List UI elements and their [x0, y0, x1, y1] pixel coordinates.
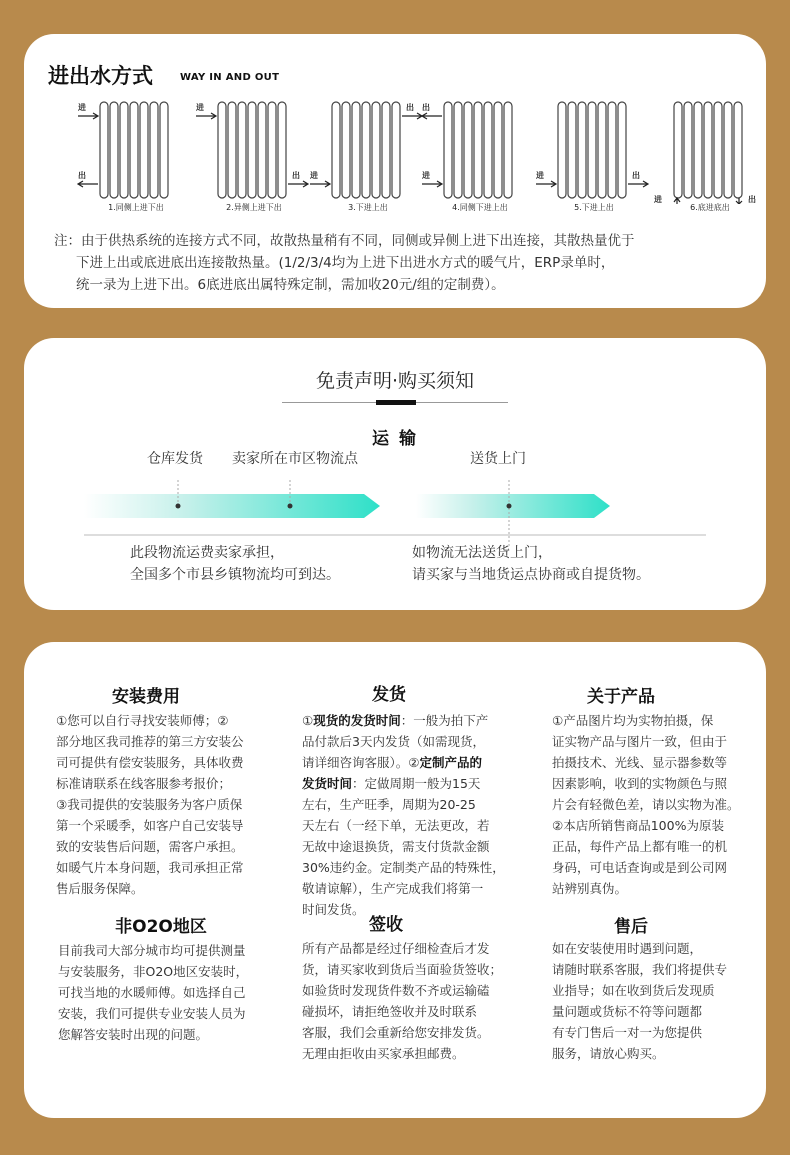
second-leg-arrow	[416, 494, 610, 518]
outlet-label: 出	[406, 103, 414, 112]
outlet-arrow	[422, 113, 442, 119]
city-point-label: 卖家所在市区物流点	[232, 451, 358, 467]
inlet-arrow	[196, 113, 216, 119]
outlet-label: 出	[748, 195, 756, 204]
about-product-line: 正品，每件产品上都有唯一的机	[552, 839, 728, 854]
inlet-label: 进	[536, 171, 544, 180]
radiator-icon	[76, 94, 196, 204]
non-o2o-line: 您解答安装时出现的问题。	[58, 1027, 209, 1042]
shipping-line: 请详细咨询客服）。②定制产品的	[302, 755, 482, 770]
radiator-diagram	[194, 94, 314, 219]
water-mode-card	[24, 34, 766, 308]
inlet-label: 进	[422, 171, 430, 180]
radiator-icon	[534, 94, 654, 204]
after-sales-line: 如在安装使用时遇到问题，	[552, 941, 703, 956]
radiator-caption: 5.下进上出	[574, 203, 614, 212]
radiator-caption: 4.同侧下进上出	[452, 203, 508, 212]
install-fee-line: 第一个采暖季，如客户自己安装导	[56, 818, 244, 833]
install-fee-line: ①您可以自行寻找安装师傅；②	[56, 713, 229, 728]
water-mode-subtitle: WAY IN AND OUT	[180, 72, 280, 83]
outlet-arrow	[288, 181, 308, 187]
door-delivery-label: 送货上门	[470, 451, 526, 467]
outlet-arrow	[78, 181, 98, 187]
radiator-caption: 6.底进底出	[690, 203, 730, 212]
non-o2o-line: 安装，我们可提供专业安装人员为	[58, 1006, 246, 1021]
about-product-line: 身码，可电话查询或是到公司网	[552, 860, 728, 875]
after-sales-line: 请随时联系客服，我们将提供专	[552, 962, 728, 977]
transport-title: 运 输	[372, 429, 418, 449]
note-line: 下进上出或底进底出连接散热量。(1/2/3/4均为上进下出进水方式的暖气片，ERP录单时，	[76, 255, 615, 271]
non-o2o-line: 可找当地的水暖师傅。如选择自己	[58, 985, 246, 1000]
radiator-icon	[420, 94, 540, 204]
shipping-body	[302, 710, 514, 920]
non-o2o-line: 与安装服务，非O2O地区安装时，	[58, 964, 249, 979]
non-o2o-title: 非O2O地区	[115, 917, 207, 937]
desc-line: 如物流无法送货上门，	[412, 545, 552, 561]
install-fee-line: 致的安装售后问题，需客户承担。	[56, 839, 244, 854]
outlet-arrow	[628, 181, 648, 187]
desc-line: 全国多个市县乡镇物流均可到达。	[130, 567, 340, 583]
about-product-line: 因素影响，收到的实物颜色与照	[552, 776, 728, 791]
after-sales-line: 业指导；如在收到货后发现质	[552, 983, 715, 998]
install-fee-line: 售后服务保障。	[56, 881, 144, 896]
shipping-line: 时间发货。	[302, 902, 365, 917]
city-point-dot	[288, 504, 293, 509]
logistics-flow-diagram	[24, 438, 766, 548]
sign-for-title: 签收	[369, 915, 403, 935]
sign-for-line: 客服，我们会重新给您安排发货。	[302, 1025, 490, 1040]
radiator-caption: 3.下进上出	[348, 203, 388, 212]
non-o2o-line: 目前我司大部分城市均可提供测量	[58, 943, 246, 958]
warehouse-label: 仓库发货	[147, 451, 203, 467]
shipping-line: 无故中途退换货，需支付货款金额	[302, 839, 490, 854]
sign-for-line: 所有产品都是经过仔细检查后才发	[302, 941, 490, 956]
radiator-diagram	[650, 94, 770, 219]
note-line: 注：由于供热系统的连接方式不同，故散热量稍有不同，同侧或异侧上进下出连接，其散热量优于	[54, 233, 635, 249]
outlet-label: 出	[422, 103, 430, 112]
disclaimer-heading: 免责声明·购买须知	[315, 370, 475, 392]
heading-divider-accent	[376, 400, 416, 405]
first-leg-arrow	[84, 494, 380, 518]
desc-line: 此段物流运费卖家承担，	[130, 545, 284, 561]
install-fee-line: 部分地区我司推荐的第三方安装公	[56, 734, 244, 749]
sign-for-line: 无理由拒收由买家承担邮费。	[302, 1046, 465, 1061]
shipping-line: 发货时间：定做周期一般为15天	[302, 776, 481, 791]
inlet-arrow	[536, 181, 556, 187]
radiator-icon	[194, 94, 314, 204]
about-product-title: 关于产品	[587, 687, 655, 707]
outlet-label: 出	[292, 171, 300, 180]
inlet-arrow	[78, 113, 98, 119]
shipping-line: 30%违约金。定制类产品的特殊性，	[302, 860, 505, 875]
after-sales-line: 量问题或货标不符等问题都	[552, 1004, 703, 1019]
about-product-body	[552, 710, 764, 899]
about-product-line: 站辨别真伪。	[552, 881, 628, 896]
door-delivery-dot	[507, 504, 512, 509]
inlet-arrow	[422, 181, 442, 187]
non-o2o-body	[58, 940, 270, 1045]
sign-for-line: 货，请买家收到货后当面验货签收；	[302, 962, 503, 977]
shipping-line: 品付款后3天内发货（如需现货，	[302, 734, 485, 749]
water-mode-note	[54, 230, 754, 296]
shipping-title: 发货	[372, 685, 406, 705]
about-product-line: ②本店所销售商品100%为原装	[552, 818, 724, 833]
about-product-line: 证实物产品与图片一致，但由于	[552, 734, 728, 749]
about-product-line: 片会有轻微色差，请以实物为准。	[552, 797, 740, 812]
inlet-label: 进	[654, 195, 662, 204]
sign-for-line: 碰损坏，请拒绝签收并及时联系	[302, 1004, 478, 1019]
water-mode-title: 进出水方式	[48, 64, 153, 88]
first-leg-description	[130, 542, 340, 586]
install-fee-title: 安装费用	[112, 687, 180, 707]
radiator-icon	[650, 94, 770, 204]
outlet-label: 出	[78, 171, 86, 180]
inlet-label: 进	[310, 171, 318, 180]
after-sales-body	[552, 938, 764, 1064]
radiator-diagram	[76, 94, 196, 219]
radiator-diagram	[308, 94, 428, 219]
shipping-line: 敬请谅解），生产完成我们将第一	[302, 881, 484, 896]
about-product-line: ①产品图片均为实物拍摄，保	[552, 713, 714, 728]
install-fee-line: 司可提供有偿安装服务，具体收费	[56, 755, 244, 770]
after-sales-line: 有专门售后一对一为您提供	[552, 1025, 703, 1040]
outlet-label: 出	[632, 171, 640, 180]
after-sales-title: 售后	[614, 917, 648, 937]
after-sales-line: 服务，请放心购买。	[552, 1046, 665, 1061]
outlet-arrow	[402, 113, 422, 119]
radiator-caption: 1.同侧上进下出	[108, 203, 164, 212]
radiator-caption: 2.异侧上进下出	[226, 203, 282, 212]
desc-line: 请买家与当地货运点协商或自提货物。	[412, 567, 650, 583]
purchase-notes-card	[24, 642, 766, 1118]
note-line: 统一录为上进下出。6底进底出属特殊定制，需加收20元/组的定制费）。	[76, 277, 505, 293]
shipping-line: 左右，生产旺季，周期为20-25	[302, 797, 476, 812]
sign-for-body	[302, 938, 514, 1064]
warehouse-dot	[176, 504, 181, 509]
inlet-label: 进	[78, 103, 86, 112]
install-fee-line: 如暖气片本身问题，我司承担正常	[56, 860, 244, 875]
shipping-line: 天左右（一经下单，无法更改，若	[302, 818, 490, 833]
inlet-arrow	[310, 181, 330, 187]
shipping-line: ①现货的发货时间：一般为拍下产	[302, 713, 489, 728]
radiator-diagram	[420, 94, 540, 219]
inlet-label: 进	[196, 103, 204, 112]
second-leg-description	[412, 542, 650, 586]
about-product-line: 拍摄技术、光线、显示器参数等	[552, 755, 728, 770]
sign-for-line: 如验货时发现货件数不齐或运输磕	[302, 983, 490, 998]
disclaimer-card	[24, 338, 766, 610]
install-fee-body	[56, 710, 268, 899]
install-fee-line: ③我司提供的安装服务为客户质保	[56, 797, 243, 812]
radiator-diagram	[534, 94, 654, 219]
install-fee-line: 标准请联系在线客服参考报价；	[56, 776, 232, 791]
